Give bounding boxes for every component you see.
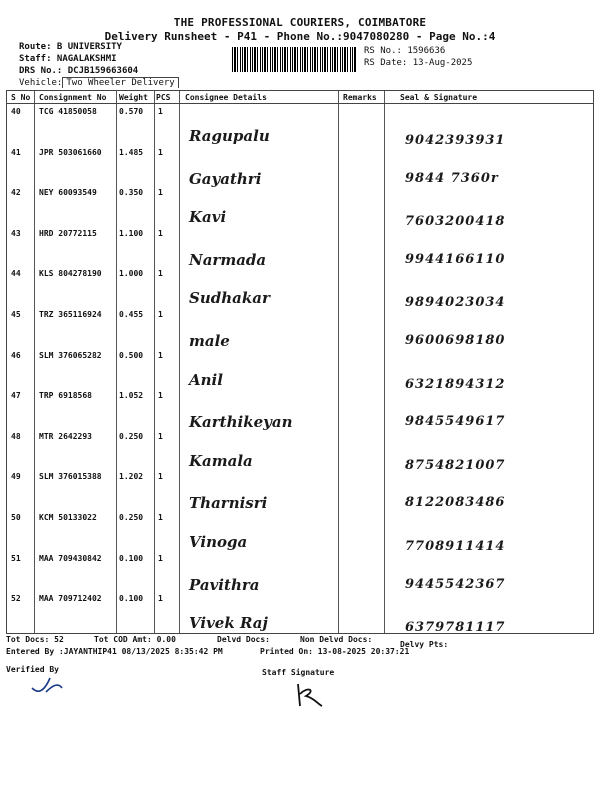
vehicle-label: Vehicle: xyxy=(19,78,63,88)
signature-phone-handwriting: 9445542367 xyxy=(405,576,506,592)
consignee-handwriting: Sudhakar xyxy=(189,289,270,308)
vehicle xyxy=(19,77,179,88)
cell-weight: 0.500 xyxy=(119,350,144,360)
cell-weight: 1.202 xyxy=(119,472,144,482)
cell-consignment: SLM 376015388 xyxy=(39,472,102,482)
cell-consignment: MAA 709712402 xyxy=(39,594,102,604)
table-row xyxy=(7,265,593,311)
cell-consignment: KLS 804278190 xyxy=(39,269,102,279)
cell-sno: 47 xyxy=(11,391,21,401)
cell-sno: 45 xyxy=(11,310,21,319)
cell-sno: 49 xyxy=(11,472,21,482)
cell-pcs: 1 xyxy=(158,472,163,482)
vehicle-value: Two Wheeler Delivery xyxy=(62,77,178,88)
cell-pcs: 1 xyxy=(158,350,163,360)
cell-consignment: TRZ 365116924 xyxy=(39,310,102,319)
cell-weight: 1.100 xyxy=(119,228,144,238)
barcode xyxy=(232,47,356,72)
signature-phone-handwriting: 9042393931 xyxy=(405,133,506,148)
consignee-handwriting: Vinoga xyxy=(189,533,248,551)
col-signature: Seal & Signature xyxy=(400,93,478,102)
cell-pcs: 1 xyxy=(158,188,163,198)
cell-sno: 52 xyxy=(11,594,21,604)
table-row xyxy=(7,184,593,230)
delvd-docs: Delvd Docs: xyxy=(217,635,270,644)
cell-pcs: 1 xyxy=(158,147,163,157)
cell-weight: 1.052 xyxy=(119,391,144,401)
cell-consignment: SLM 376065282 xyxy=(39,350,102,360)
staff-signature xyxy=(290,680,330,710)
runsheet-subtitle: Delivery Runsheet - P41 - Phone No.:9047080280 - Page No.:4 xyxy=(104,30,496,43)
consignee-handwriting: Ragupalu xyxy=(189,127,270,145)
signature-phone-handwriting: 6321894312 xyxy=(405,376,506,392)
rs-no: RS No.: 1596636 xyxy=(364,46,446,56)
cell-consignment: KCM 50133022 xyxy=(39,513,97,522)
company-title: THE PROFESSIONAL COURIERS, COIMBATORE xyxy=(173,16,427,29)
col-consignee: Consignee Details xyxy=(185,93,267,102)
signature-phone-handwriting: 7603200418 xyxy=(405,214,506,230)
cell-consignment: TRP 6918568 xyxy=(39,391,92,401)
cell-weight: 1.000 xyxy=(119,269,144,279)
cell-sno: 48 xyxy=(11,431,21,441)
cell-weight: 0.350 xyxy=(119,188,144,198)
consignee-handwriting: Kavi xyxy=(189,208,227,227)
signature-phone-handwriting: 8122083486 xyxy=(405,495,506,511)
table-row xyxy=(7,103,593,148)
table-row xyxy=(7,509,593,554)
drs-no: DRS No.: DCJB159663604 xyxy=(19,66,139,76)
cell-sno: 44 xyxy=(11,269,21,279)
cell-pcs: 1 xyxy=(158,431,163,441)
cell-pcs: 1 xyxy=(158,594,163,604)
consignee-handwriting: Anil xyxy=(189,370,223,389)
consignee-handwriting: Kamala xyxy=(189,451,253,470)
cell-consignment: NEY 60093549 xyxy=(39,188,97,198)
cell-pcs: 1 xyxy=(158,310,163,319)
entered-by: Entered By :JAYANTHIP41 08/13/2025 8:35:42 PM xyxy=(6,647,223,656)
consignee-handwriting: Pavithra xyxy=(189,575,260,594)
cell-weight: 0.100 xyxy=(119,594,144,604)
cell-consignment: MAA 709430842 xyxy=(39,553,102,563)
cell-weight: 1.485 xyxy=(119,147,144,157)
route: Route: B UNIVERSITY xyxy=(19,42,122,52)
rs-date: RS Date: 13-Aug-2025 xyxy=(364,58,473,68)
cell-consignment: TCG 41850058 xyxy=(39,107,97,116)
cell-pcs: 1 xyxy=(158,391,163,401)
printed-on: Printed On: 13-08-2025 20:37:21 xyxy=(260,647,410,656)
cell-weight: 0.100 xyxy=(119,553,144,563)
cell-sno: 41 xyxy=(11,147,21,157)
col-pcs: PCS xyxy=(156,93,171,102)
verified-by: Verified By xyxy=(6,665,59,674)
cell-consignment: MTR 2642293 xyxy=(39,431,92,441)
signature-phone-handwriting: 8754821007 xyxy=(405,457,506,473)
cell-weight: 0.250 xyxy=(119,431,144,441)
cell-pcs: 1 xyxy=(158,228,163,238)
cell-sno: 50 xyxy=(11,513,21,522)
cell-pcs: 1 xyxy=(158,107,163,116)
signature-phone-handwriting: 7708911414 xyxy=(405,539,506,554)
col-consignment: Consignment No xyxy=(39,93,107,102)
cell-sno: 51 xyxy=(11,553,21,563)
cell-sno: 42 xyxy=(11,188,21,198)
tot-cod: Tot COD Amt: 0.00 xyxy=(94,635,176,644)
cell-sno: 43 xyxy=(11,228,21,238)
signature-phone-handwriting: 9844 7360r xyxy=(405,170,499,186)
table-row xyxy=(7,347,593,392)
cell-sno: 46 xyxy=(11,350,21,360)
consignee-handwriting: Gayathri xyxy=(189,169,262,188)
table-row xyxy=(7,306,593,350)
signature-phone-handwriting: 9894023034 xyxy=(405,295,506,311)
col-weight: Weight xyxy=(119,93,148,102)
consignee-handwriting: male xyxy=(189,332,230,350)
runsheet-table xyxy=(6,90,594,634)
cell-sno: 40 xyxy=(11,107,21,116)
cell-weight: 0.455 xyxy=(119,310,144,319)
cell-consignment: JPR 503061660 xyxy=(39,147,102,157)
signature-phone-handwriting: 6379781117 xyxy=(405,620,506,636)
consignee-handwriting: Narmada xyxy=(189,250,267,269)
consignee-handwriting: Tharnisri xyxy=(189,494,268,513)
staff-signature-label: Staff Signature xyxy=(262,668,335,677)
table-row xyxy=(7,387,593,432)
cell-pcs: 1 xyxy=(158,269,163,279)
cell-pcs: 1 xyxy=(158,553,163,563)
cell-weight: 0.250 xyxy=(119,513,144,522)
non-delvd-docs: Non Delvd Docs: xyxy=(300,635,373,644)
col-remarks: Remarks xyxy=(343,93,377,102)
table-row xyxy=(7,225,593,269)
tot-docs: Tot Docs: 52 xyxy=(6,635,64,644)
consignee-handwriting: Karthikeyan xyxy=(189,413,293,432)
table-row xyxy=(7,468,593,513)
table-row xyxy=(7,428,593,473)
consignee-handwriting: Vivek Raj xyxy=(189,614,268,633)
delvy-pts: Delvy Pts: xyxy=(400,640,449,649)
signature-phone-handwriting: 9845549617 xyxy=(405,414,506,430)
verifier-signature xyxy=(28,670,68,698)
col-sno: S No xyxy=(11,93,31,102)
table-row xyxy=(7,144,593,188)
cell-consignment: HRD 20772115 xyxy=(39,228,97,238)
staff: Staff: NAGALAKSHMI xyxy=(19,54,117,64)
cell-pcs: 1 xyxy=(158,513,163,522)
cell-weight: 0.570 xyxy=(119,107,144,116)
signature-phone-handwriting: 9944166110 xyxy=(405,251,506,267)
table-row xyxy=(7,590,593,636)
table-row xyxy=(7,550,593,594)
signature-phone-handwriting: 9600698180 xyxy=(405,333,506,348)
